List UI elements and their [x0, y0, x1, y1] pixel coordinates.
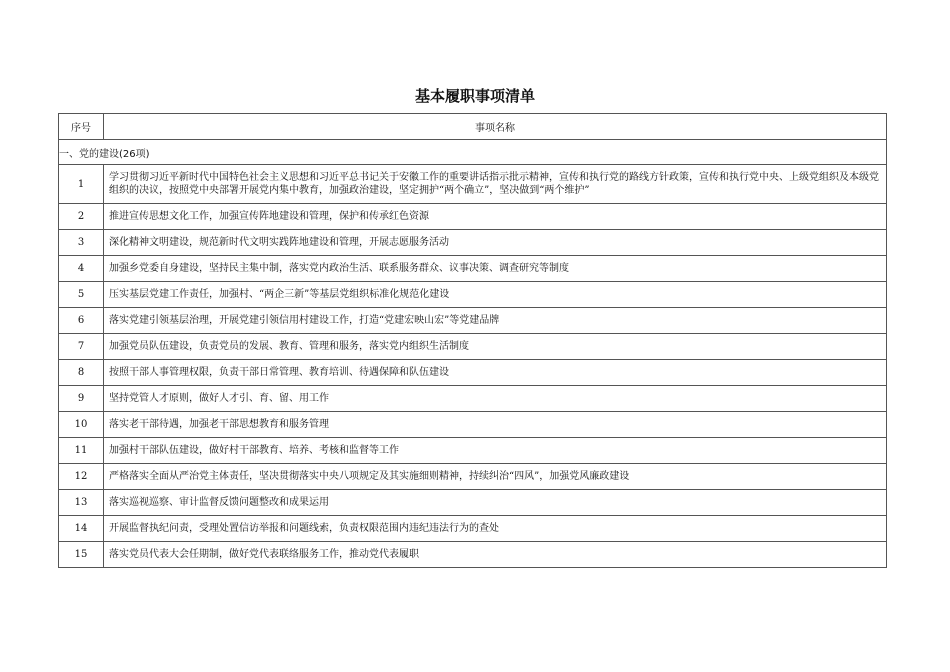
section-label: 一、党的建设(26项): [59, 140, 887, 165]
row-item-name: 按照干部人事管理权限，负责干部日常管理、教育培训、待遇保障和队伍建设: [104, 360, 887, 386]
row-item-name: 加强村干部队伍建设，做好村干部教育、培养、考核和监督等工作: [104, 438, 887, 464]
row-item-name: 严格落实全面从严治党主体责任，坚决贯彻落实中央八项规定及其实施细则精神，持续纠治“四风”，加强党风廉政建设: [104, 464, 887, 490]
table-row: [59, 256, 887, 282]
row-item-name: 坚持党管人才原则，做好人才引、育、留、用工作: [104, 386, 887, 412]
table-row: [59, 334, 887, 360]
row-number: 13: [59, 490, 104, 516]
row-item-name: 落实党员代表大会任期制，做好党代表联络服务工作，推动党代表履职: [104, 542, 887, 568]
table-row: [59, 282, 887, 308]
row-number: 9: [59, 386, 104, 412]
table-row: [59, 204, 887, 230]
row-item-name: 加强乡党委自身建设，坚持民主集中制，落实党内政治生活、联系服务群众、议事决策、调查研究等制度: [104, 256, 887, 282]
row-number: 12: [59, 464, 104, 490]
row-item-name: 落实老干部待遇，加强老干部思想教育和服务管理: [104, 412, 887, 438]
row-item-name: 学习贯彻习近平新时代中国特色社会主义思想和习近平总书记关于安徽工作的重要讲话指示批示精神，宣传和执行党的路线方针政策，宣传和执行党中央、上级党组织及本级党组织的决议，按照党中央部署开展党内集中教育，加强政治建设，坚定拥护“两个确立”，坚决做到“两个维护”: [104, 165, 887, 204]
table-row: [59, 542, 887, 568]
row-number: 14: [59, 516, 104, 542]
row-item-name: 加强党员队伍建设，负责党员的发展、教育、管理和服务，落实党内组织生活制度: [104, 334, 887, 360]
table-row: [59, 165, 887, 204]
table-row: [59, 386, 887, 412]
row-number: 8: [59, 360, 104, 386]
row-number: 4: [59, 256, 104, 282]
row-number: 3: [59, 230, 104, 256]
row-item-name: 深化精神文明建设，规范新时代文明实践阵地建设和管理，开展志愿服务活动: [104, 230, 887, 256]
row-item-name: 落实巡视巡察、审计监督反馈问题整改和成果运用: [104, 490, 887, 516]
row-number: 5: [59, 282, 104, 308]
row-number: 2: [59, 204, 104, 230]
row-item-name: 推进宣传思想文化工作，加强宣传阵地建设和管理，保护和传承红色资源: [104, 204, 887, 230]
row-item-name: 开展监督执纪问责，受理处置信访举报和问题线索，负责权限范围内违纪违法行为的查处: [104, 516, 887, 542]
table-row: [59, 230, 887, 256]
duty-table: [58, 113, 887, 568]
table-row: [59, 308, 887, 334]
table-row: [59, 438, 887, 464]
row-number: 7: [59, 334, 104, 360]
table-row: [59, 464, 887, 490]
table-row: [59, 490, 887, 516]
row-number: 11: [59, 438, 104, 464]
section-row: [59, 140, 887, 165]
header-name: 事项名称: [104, 114, 887, 140]
table-row: [59, 516, 887, 542]
row-item-name: 落实党建引领基层治理，开展党建引领信用村建设工作，打造“党建宏映山宏”等党建品牌: [104, 308, 887, 334]
row-number: 10: [59, 412, 104, 438]
table-header-row: [59, 114, 887, 140]
row-number: 1: [59, 165, 104, 204]
header-no: 序号: [59, 114, 104, 140]
page-title: 基本履职事项清单: [414, 87, 535, 105]
row-item-name: 压实基层党建工作责任，加强村、“两企三新”等基层党组织标准化规范化建设: [104, 282, 887, 308]
table-row: [59, 360, 887, 386]
row-number: 6: [59, 308, 104, 334]
table-row: [59, 412, 887, 438]
row-number: 15: [59, 542, 104, 568]
